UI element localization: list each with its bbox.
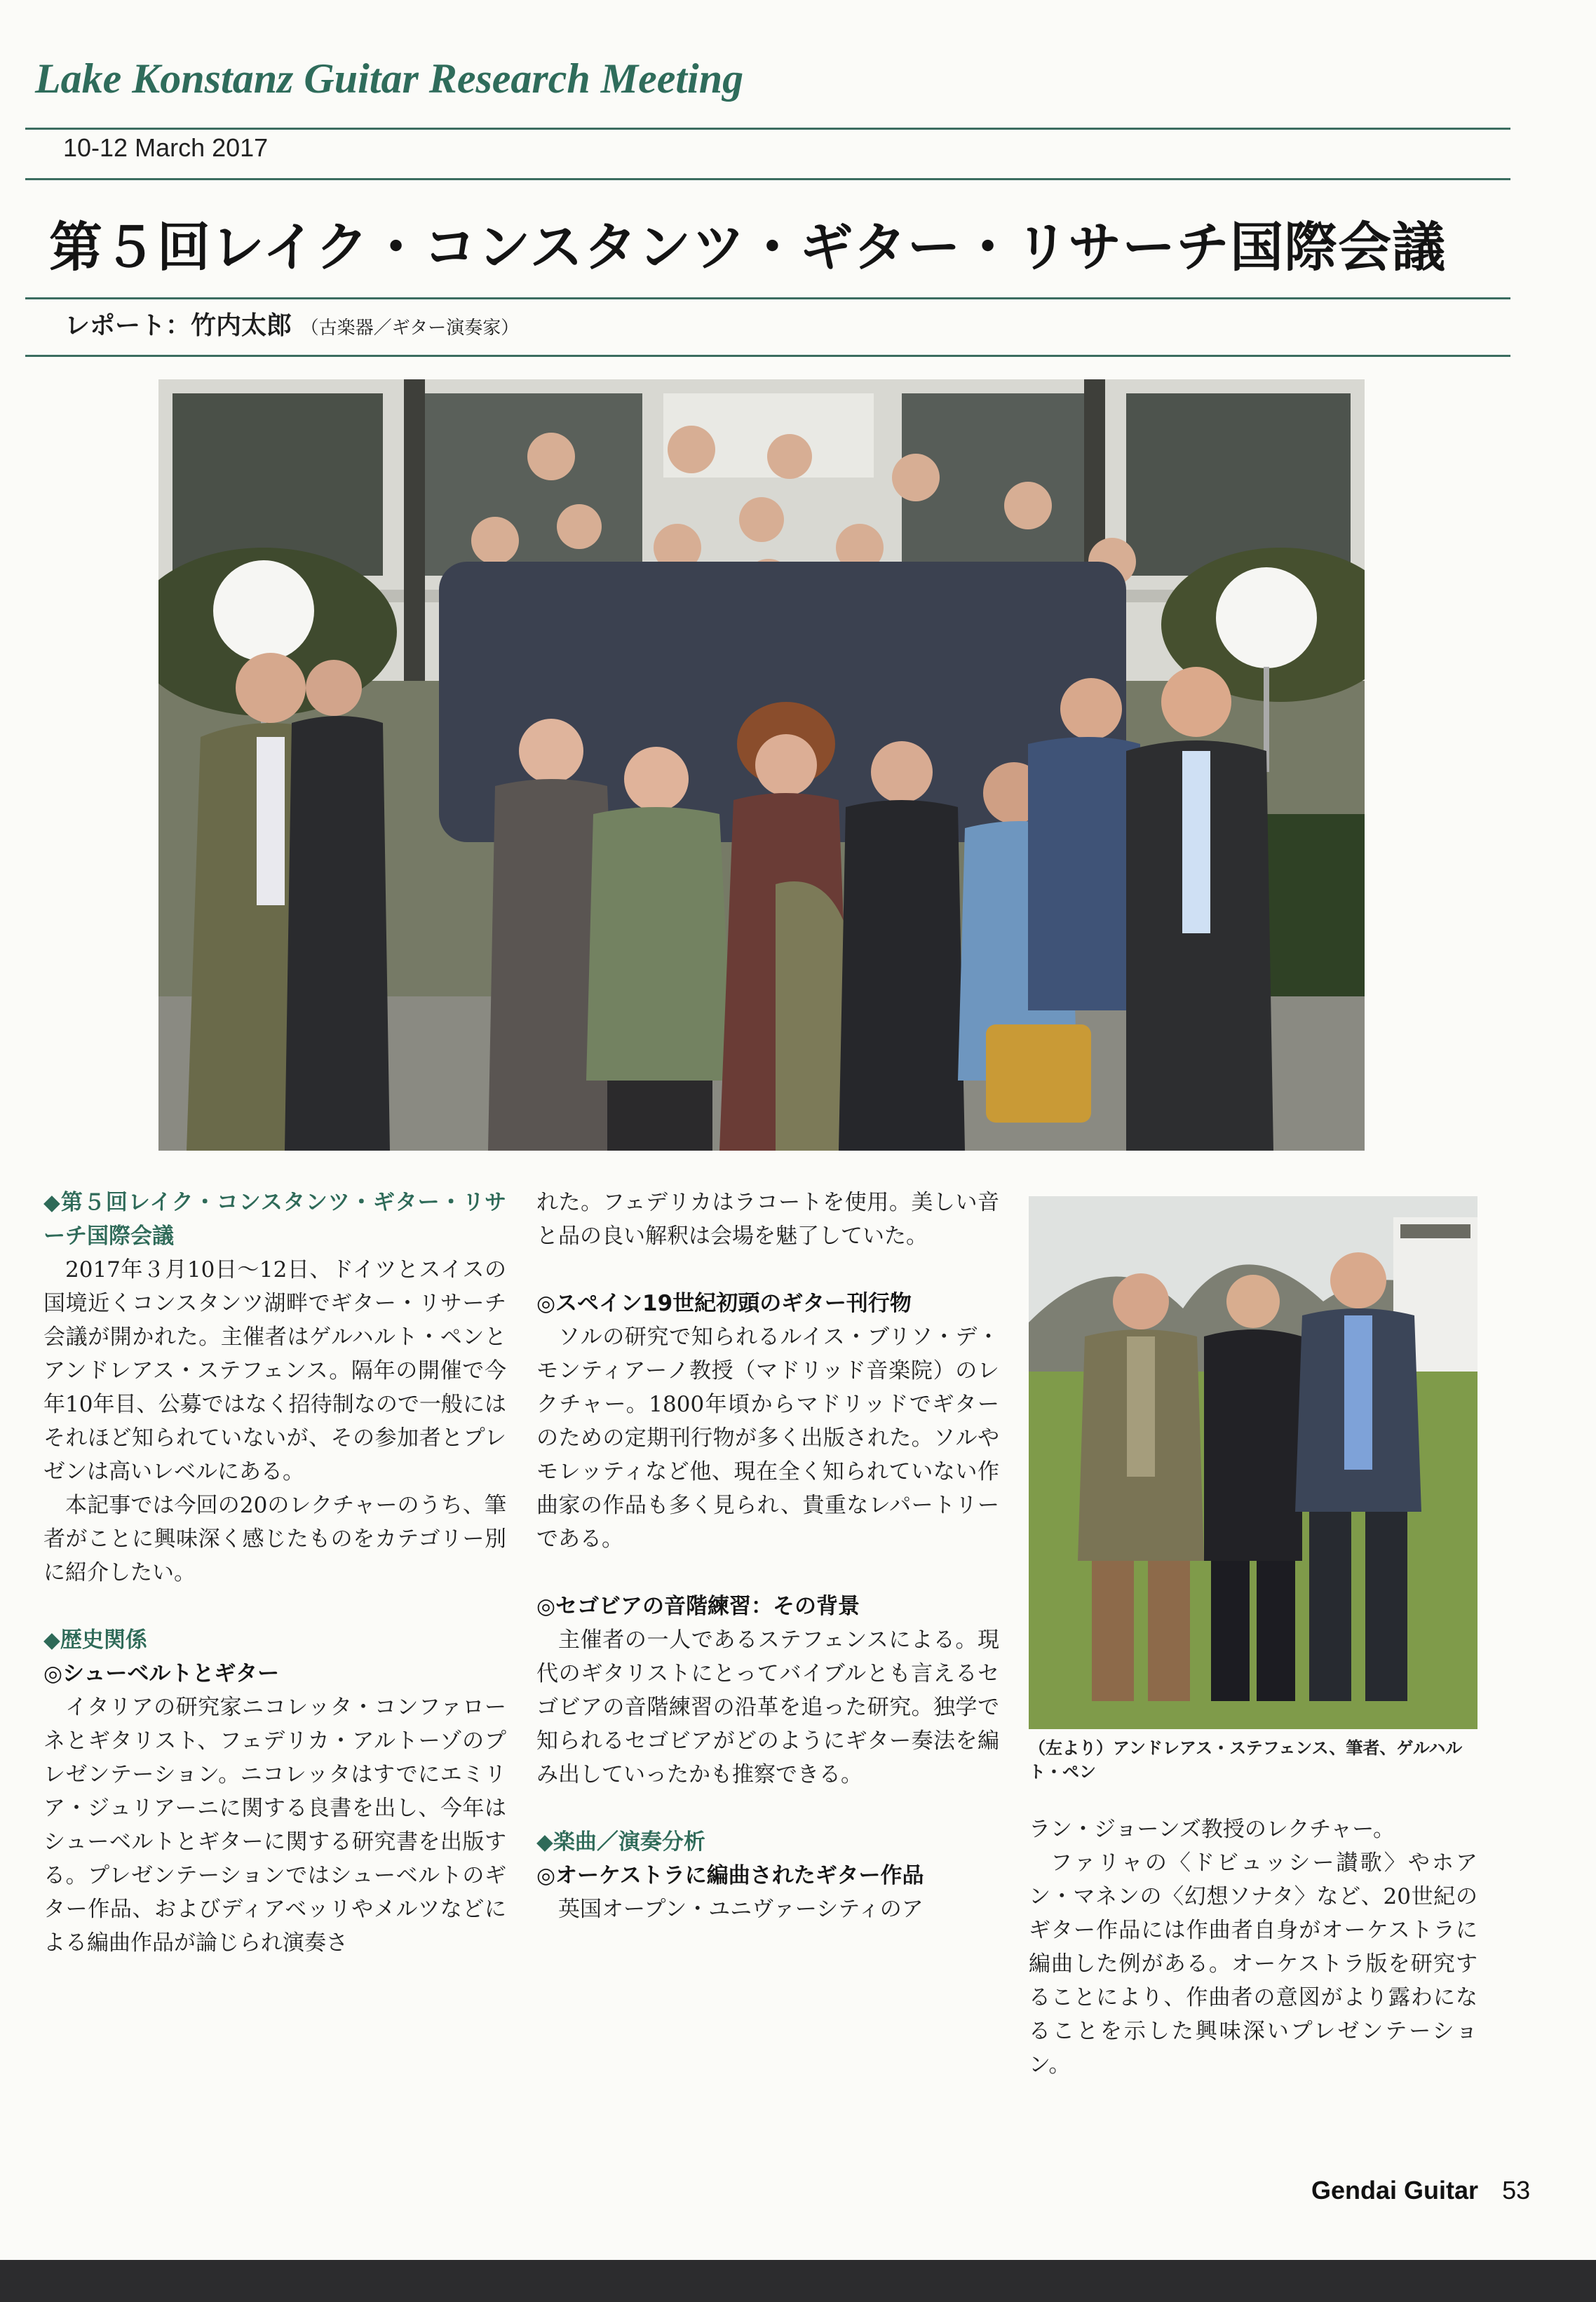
header-rule-top (25, 128, 1510, 130)
header-rule-title (25, 297, 1510, 299)
subheading-spanish-publications: ◎スペイン19世紀初頭のギター刊行物 (536, 1291, 912, 1316)
spacer (43, 1590, 506, 1623)
section-heading-conference: ◆第５回レイク・コンスタンツ・ギター・リサーチ国際会議 (43, 1190, 506, 1249)
paragraph-orchestrated-detail: ファリャの〈ドビュッシー讃歌〉やホアン・マネンの〈幻想ソナタ〉など、20世紀のギター作品には作曲者自身がオーケストラに編曲した例がある。オーケストラ版を研究することにより、作曲者の意図がより露わになることを示した興味深いプレゼンテーション。 (1029, 1850, 1477, 2078)
group-photo (158, 379, 1365, 1151)
header-rule-middle (25, 178, 1510, 180)
byline (65, 306, 519, 341)
article-title: 第５回レイク・コンスタンツ・ギター・リサーチ国際会議 (49, 216, 1447, 278)
trio-photo (1029, 1196, 1477, 1729)
byline-role: （古楽器／ギター演奏家） (300, 318, 520, 339)
trio-photo-image (1029, 1196, 1477, 1729)
paragraph-orchestrated-works: 英国オープン・ユニヴァーシティのア (558, 1897, 924, 1922)
group-photo-image (158, 379, 1365, 1151)
header-rule-bottom (25, 355, 1510, 357)
article-column-3 (1029, 1813, 1477, 2082)
spacer (536, 1556, 999, 1590)
subheading-schubert: ◎シューベルトとギター (43, 1661, 280, 1686)
page-footer (1311, 2176, 1530, 2205)
paragraph-segovia-scales: 主催者の一人であるステフェンスによる。現代のギタリストにとってバイブルとも言えるセゴビアの音階練習の沿革を追った研究。独学で知られるセゴビアがどのようにギター奏法を編み出していったかも推察できる。 (536, 1627, 999, 1787)
paragraph-schubert: イタリアの研究家ニコレッタ・コンファローネとギタリスト、フェデリカ・アルトーゾのプレゼンテーション。ニコレッタはすでにエミリア・ジュリアーニに関する良書を出し、今年はシューベルトとギターに関する研究書を出版する。プレゼンテーションではシューベルトのギター作品、およびディアベッリやメルツなどによる編曲作品が論じられ演奏さ (43, 1695, 506, 1956)
paragraph-schubert-continued: れた。フェデリカはラコートを使用。美しい音と品の良い解釈は会場を魅了していた。 (536, 1190, 999, 1249)
article-column-1 (43, 1186, 506, 1960)
paragraph-orchestrated-continued: ラン・ジョーンズ教授のレクチャー。 (1029, 1817, 1395, 1842)
magazine-name: Gendai Guitar (1311, 2176, 1479, 2205)
scan-edge-strip (0, 2260, 1596, 2302)
spacer (536, 1792, 999, 1825)
paragraph-spanish-publications: ソルの研究で知られるルイス・ブリソ・デ・モンティアーノ教授（マドリッド音楽院）のレクチャー。1800年頃からマドリッドでギターのための定期刊行物が多く出版された。ソルやモレッティなど他、現在全く知られていない作曲家の作品も多く見られ、貴重なレパートリーである。 (536, 1325, 999, 1552)
subheading-segovia-scales: ◎セゴビアの音階練習：その背景 (536, 1594, 860, 1619)
photo-caption: （左より）アンドレアス・ステフェンス、筆者、ゲルハルト・ペン (1029, 1738, 1463, 1782)
paragraph-conference-intro: 2017年３月10日～12日、ドイツとスイスの国境近くコンスタンツ湖畔でギター・リサーチ会議が開かれた。主催者はゲルハルト・ペンとアンドレアス・ステフェンス。隔年の開催で今年10年目、公募ではなく招待制なので一般にはそれほど知られていないが、その参加者とプレゼンは高いレベルにある。 (43, 1257, 506, 1484)
section-heading-history: ◆歴史関係 (43, 1627, 147, 1653)
spacer (536, 1253, 999, 1287)
subheading-orchestrated-works: ◎オーケストラに編曲されたギター作品 (536, 1863, 924, 1888)
section-heading-analysis: ◆楽曲／演奏分析 (536, 1829, 705, 1855)
series-title: Lake Konstanz Guitar Research Meeting (35, 55, 744, 102)
event-dates: 10-12 March 2017 (63, 133, 269, 162)
byline-author: レポート：竹内太郎 (65, 311, 292, 340)
paragraph-article-scope: 本記事では今回の20のレクチャーのうち、筆者がことに興味深く感じたものをカテゴリー別に紹介したい。 (43, 1493, 506, 1585)
article-column-2 (536, 1186, 999, 1926)
page-number: 53 (1502, 2176, 1531, 2205)
